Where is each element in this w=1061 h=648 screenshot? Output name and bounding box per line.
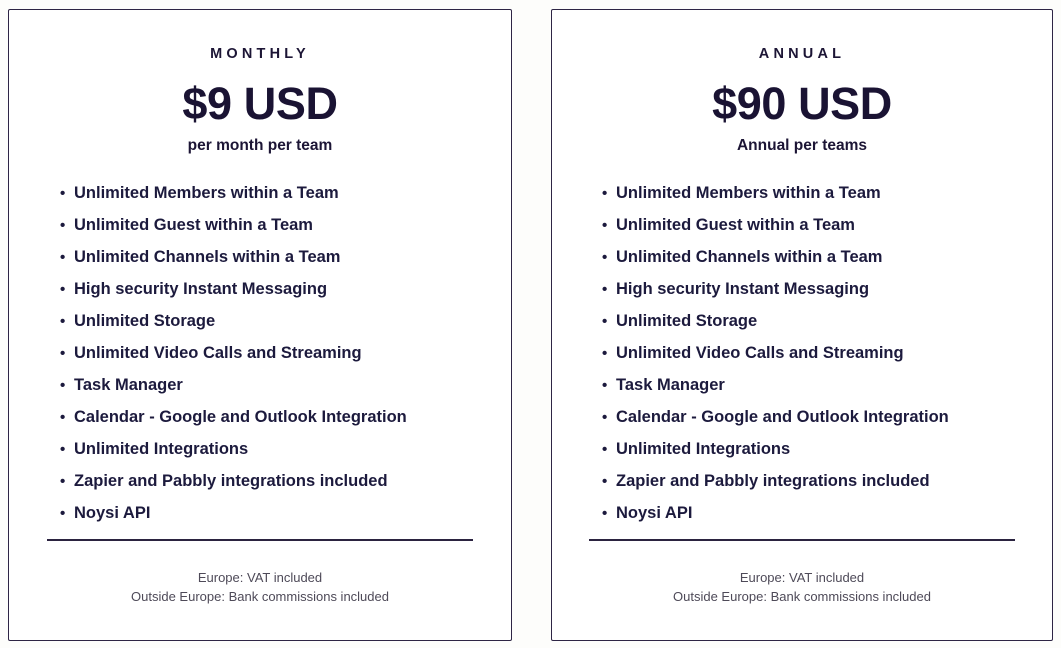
- list-item: [60, 377, 511, 409]
- plan-billing-period: Annual per teams: [736, 136, 868, 154]
- footer-divider: [589, 539, 1015, 541]
- feature-label: Unlimited Storage: [74, 312, 216, 331]
- pricing-card-footer: [552, 539, 1052, 640]
- plan-billing-period: per month per team: [187, 136, 333, 154]
- pricing-card-monthly[interactable]: [8, 9, 512, 641]
- feature-label: Calendar - Google and Outlook Integration: [74, 408, 407, 427]
- pricing-card-footer: [9, 539, 511, 640]
- list-item: [602, 505, 1052, 537]
- list-item: [602, 377, 1052, 409]
- feature-label: High security Instant Messaging: [616, 280, 870, 299]
- bullet-icon: •: [602, 281, 608, 299]
- feature-label: Unlimited Video Calls and Streaming: [616, 344, 904, 363]
- bullet-icon: •: [60, 249, 66, 267]
- list-item: [60, 409, 511, 441]
- bullet-icon: •: [602, 505, 608, 523]
- feature-label: Noysi API: [74, 504, 151, 523]
- bullet-icon: •: [60, 441, 66, 459]
- pricing-card-annual[interactable]: [551, 9, 1053, 641]
- list-item: [60, 313, 511, 345]
- list-item: [602, 217, 1052, 249]
- list-item: [602, 185, 1052, 217]
- feature-list: [9, 185, 511, 537]
- feature-label: Unlimited Integrations: [74, 440, 249, 459]
- bullet-icon: •: [602, 473, 608, 491]
- feature-label: Unlimited Channels within a Team: [616, 248, 883, 267]
- feature-label: Noysi API: [616, 504, 693, 523]
- feature-label: Zapier and Pabbly integrations included: [74, 472, 388, 491]
- list-item: [602, 345, 1052, 377]
- feature-label: Unlimited Members within a Team: [74, 184, 339, 203]
- list-item: [60, 505, 511, 537]
- feature-list: [552, 185, 1052, 537]
- footer-divider: [47, 539, 473, 541]
- feature-label: Unlimited Integrations: [616, 440, 791, 459]
- bullet-icon: •: [602, 345, 608, 363]
- bullet-icon: •: [602, 441, 608, 459]
- list-item: [60, 217, 511, 249]
- feature-label: Unlimited Members within a Team: [616, 184, 881, 203]
- pricing-card-header: [552, 10, 1052, 155]
- feature-label: Task Manager: [616, 376, 725, 395]
- bullet-icon: •: [602, 249, 608, 267]
- bullet-icon: •: [60, 473, 66, 491]
- bullet-icon: •: [60, 377, 66, 395]
- feature-label: Calendar - Google and Outlook Integration: [616, 408, 949, 427]
- tax-note-line-europe: Europe: VAT included: [197, 570, 323, 585]
- bullet-icon: •: [60, 409, 66, 427]
- plan-price: $90 USD: [712, 78, 892, 130]
- feature-label: Unlimited Guest within a Team: [74, 216, 313, 235]
- plan-price: $9 USD: [182, 78, 338, 130]
- list-item: [602, 441, 1052, 473]
- list-item: [60, 185, 511, 217]
- tax-note: [9, 568, 511, 640]
- feature-label: Zapier and Pabbly integrations included: [616, 472, 930, 491]
- bullet-icon: •: [602, 313, 608, 331]
- bullet-icon: •: [602, 185, 608, 203]
- list-item: [602, 281, 1052, 313]
- feature-label: Unlimited Storage: [616, 312, 758, 331]
- feature-label: Task Manager: [74, 376, 183, 395]
- feature-label: High security Instant Messaging: [74, 280, 328, 299]
- list-item: [60, 249, 511, 281]
- bullet-icon: •: [60, 185, 66, 203]
- list-item: [60, 473, 511, 505]
- tax-note-line-outside-europe: Outside Europe: Bank commissions included: [673, 589, 931, 604]
- feature-label: Unlimited Video Calls and Streaming: [74, 344, 362, 363]
- bullet-icon: •: [602, 409, 608, 427]
- tax-note-line-outside-europe: Outside Europe: Bank commissions included: [131, 589, 389, 604]
- list-item: [60, 345, 511, 377]
- feature-label: Unlimited Channels within a Team: [74, 248, 341, 267]
- bullet-icon: •: [60, 505, 66, 523]
- list-item: [602, 473, 1052, 505]
- feature-label: Unlimited Guest within a Team: [616, 216, 855, 235]
- bullet-icon: •: [60, 281, 66, 299]
- plan-label: ANNUAL: [758, 46, 846, 62]
- list-item: [602, 249, 1052, 281]
- bullet-icon: •: [602, 217, 608, 235]
- list-item: [60, 281, 511, 313]
- list-item: [602, 409, 1052, 441]
- bullet-icon: •: [60, 217, 66, 235]
- tax-note-line-europe: Europe: VAT included: [739, 570, 865, 585]
- tax-note: [552, 568, 1052, 640]
- list-item: [602, 313, 1052, 345]
- pricing-card-header: [9, 10, 511, 155]
- bullet-icon: •: [602, 377, 608, 395]
- list-item: [60, 441, 511, 473]
- bullet-icon: •: [60, 345, 66, 363]
- bullet-icon: •: [60, 313, 66, 331]
- plan-label: MONTHLY: [210, 46, 310, 62]
